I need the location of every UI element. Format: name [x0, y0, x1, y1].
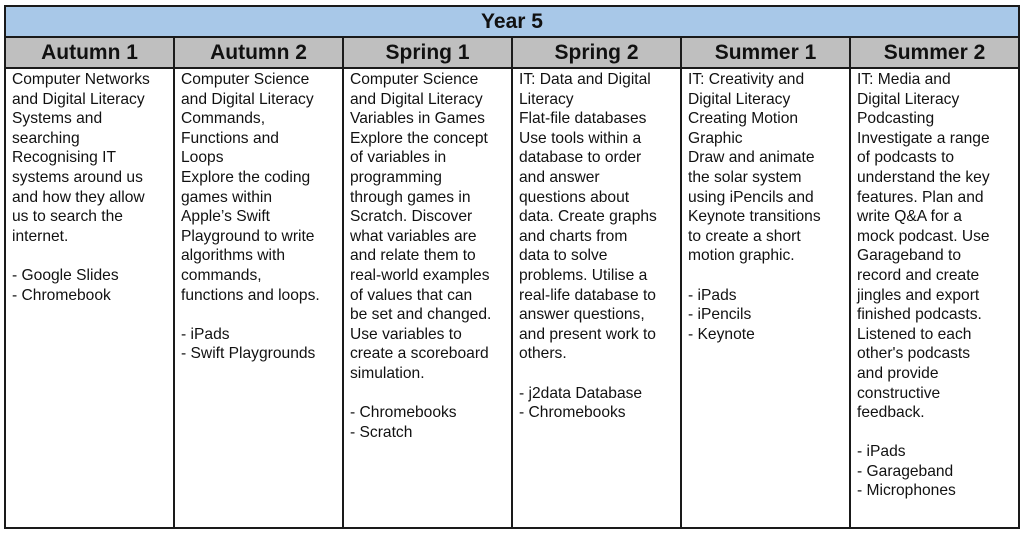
description-line: feedback. [857, 404, 925, 422]
description-line: Computer Science [181, 71, 310, 88]
description-line: Computer Networks [12, 71, 150, 88]
description-line: Use variables to [350, 325, 462, 343]
description-line: Explore the coding [181, 168, 311, 186]
spacer [181, 305, 337, 325]
description-line: Functions and [181, 129, 279, 147]
description-line: Listened to each [857, 325, 972, 343]
term-cell-summer-2 [851, 69, 1018, 527]
description-line: and present work to [519, 325, 656, 343]
description-line: understand the key [857, 168, 990, 186]
description-line: Literacy [519, 90, 574, 108]
description-line: Investigate a range [857, 129, 990, 147]
description-line: systems around us [12, 168, 143, 186]
term-header-summer-1: Summer 1 [682, 38, 851, 69]
description-line: and provide [857, 364, 939, 382]
description-line: write Q&A for a [857, 208, 962, 226]
description-line: simulation. [350, 364, 425, 382]
description-line: Loops [181, 149, 224, 167]
description-line: Draw and animate [688, 149, 815, 167]
description-line: others. [519, 345, 567, 363]
description-line: create a scoreboard [350, 345, 489, 363]
resource-item: - iPads [857, 443, 906, 461]
description-line: Scratch. Discover [350, 208, 473, 226]
spacer [519, 364, 675, 384]
resource-item: - iPads [688, 286, 737, 304]
description-line: programming [350, 168, 442, 186]
description-line: and Digital Literacy [12, 90, 145, 108]
resource-item: - Google Slides [12, 266, 119, 284]
description-line: searching [12, 129, 80, 147]
description-line: record and create [857, 266, 980, 284]
description-line: internet. [12, 227, 69, 245]
spacer [350, 384, 506, 404]
description-line: through games in [350, 188, 471, 206]
resource-item: - Garageband [857, 462, 954, 480]
description-line: and charts from [519, 227, 628, 245]
description-line: be set and changed. [350, 306, 492, 324]
description-line: IT: Creativity and [688, 71, 805, 88]
description-line: real-world examples [350, 266, 490, 284]
term-header-summer-2: Summer 2 [851, 38, 1018, 69]
description-line: Podcasting [857, 110, 935, 128]
description-line: Use tools within a [519, 129, 642, 147]
term-cell-autumn-2 [175, 69, 344, 527]
description-line: us to search the [12, 208, 123, 226]
description-line: the solar system [688, 168, 802, 186]
description-line: Computer Science [350, 71, 479, 88]
description-line: problems. Utilise a [519, 266, 648, 284]
description-line: games within [181, 188, 273, 206]
resource-item: - Swift Playgrounds [181, 345, 316, 363]
description-line: Playground to write [181, 227, 315, 245]
term-header-autumn-1: Autumn 1 [6, 38, 175, 69]
description-line: Digital Literacy [688, 90, 791, 108]
term-cell-autumn-1 [6, 69, 175, 527]
spacer [688, 266, 844, 286]
curriculum-table [4, 5, 1020, 529]
resource-item: - Chromebooks [350, 404, 457, 422]
resource-item: - iPencils [688, 306, 752, 324]
resource-item: - Chromebook [12, 286, 111, 304]
resource-item: - Scratch [350, 423, 413, 441]
description-line: and answer [519, 168, 600, 186]
description-line: Digital Literacy [857, 90, 960, 108]
term-header-spring-1: Spring 1 [344, 38, 513, 69]
term-cell-summer-1 [682, 69, 851, 527]
term-header-spring-2: Spring 2 [513, 38, 682, 69]
description-line: Graphic [688, 129, 743, 147]
description-line: and Digital Literacy [181, 90, 314, 108]
description-line: data. Create graphs [519, 208, 657, 226]
resource-item: - iPads [181, 325, 230, 343]
description-line: other's podcasts [857, 345, 971, 363]
description-line: IT: Media and [857, 71, 951, 88]
description-line: and how they allow [12, 188, 145, 206]
term-grid [6, 38, 1018, 527]
description-line: Creating Motion [688, 110, 799, 128]
description-line: what variables are [350, 227, 477, 245]
description-line: functions and loops. [181, 286, 320, 304]
description-line: Systems and [12, 110, 103, 128]
description-line: using iPencils and [688, 188, 814, 206]
description-line: Recognising IT [12, 149, 117, 167]
description-line: Commands, [181, 110, 266, 128]
spacer [857, 423, 1013, 443]
description-line: and relate them to [350, 247, 476, 265]
description-line: questions about [519, 188, 630, 206]
description-line: database to order [519, 149, 642, 167]
term-header-autumn-2: Autumn 2 [175, 38, 344, 69]
description-line: of podcasts to [857, 149, 955, 167]
resource-item: - Chromebooks [519, 404, 626, 422]
description-line: algorithms with [181, 247, 285, 265]
description-line: Garageband to [857, 247, 962, 265]
description-line: features. Plan and [857, 188, 984, 206]
description-line: of variables in [350, 149, 447, 167]
description-line: IT: Data and Digital [519, 71, 651, 88]
year-title: Year 5 [6, 7, 1018, 38]
description-line: Flat-file databases [519, 110, 647, 128]
description-line: Variables in Games [350, 110, 485, 128]
description-line: jingles and export [857, 286, 980, 304]
description-line: commands, [181, 266, 262, 284]
resource-item: - j2data Database [519, 384, 643, 402]
description-line: of values that can [350, 286, 473, 304]
term-cell-spring-1 [344, 69, 513, 527]
term-cell-spring-2 [513, 69, 682, 527]
description-line: constructive [857, 384, 941, 402]
description-line: answer questions, [519, 306, 645, 324]
resource-item: - Microphones [857, 482, 956, 500]
description-line: Keynote transitions [688, 208, 821, 226]
description-line: data to solve [519, 247, 608, 265]
description-line: Apple’s Swift [181, 208, 270, 226]
description-line: Explore the concept [350, 129, 488, 147]
description-line: real-life database to [519, 286, 656, 304]
description-line: to create a short [688, 227, 801, 245]
spacer [12, 246, 168, 266]
description-line: motion graphic. [688, 247, 795, 265]
description-line: mock podcast. Use [857, 227, 990, 245]
description-line: and Digital Literacy [350, 90, 483, 108]
description-line: finished podcasts. [857, 306, 982, 324]
resource-item: - Keynote [688, 325, 755, 343]
